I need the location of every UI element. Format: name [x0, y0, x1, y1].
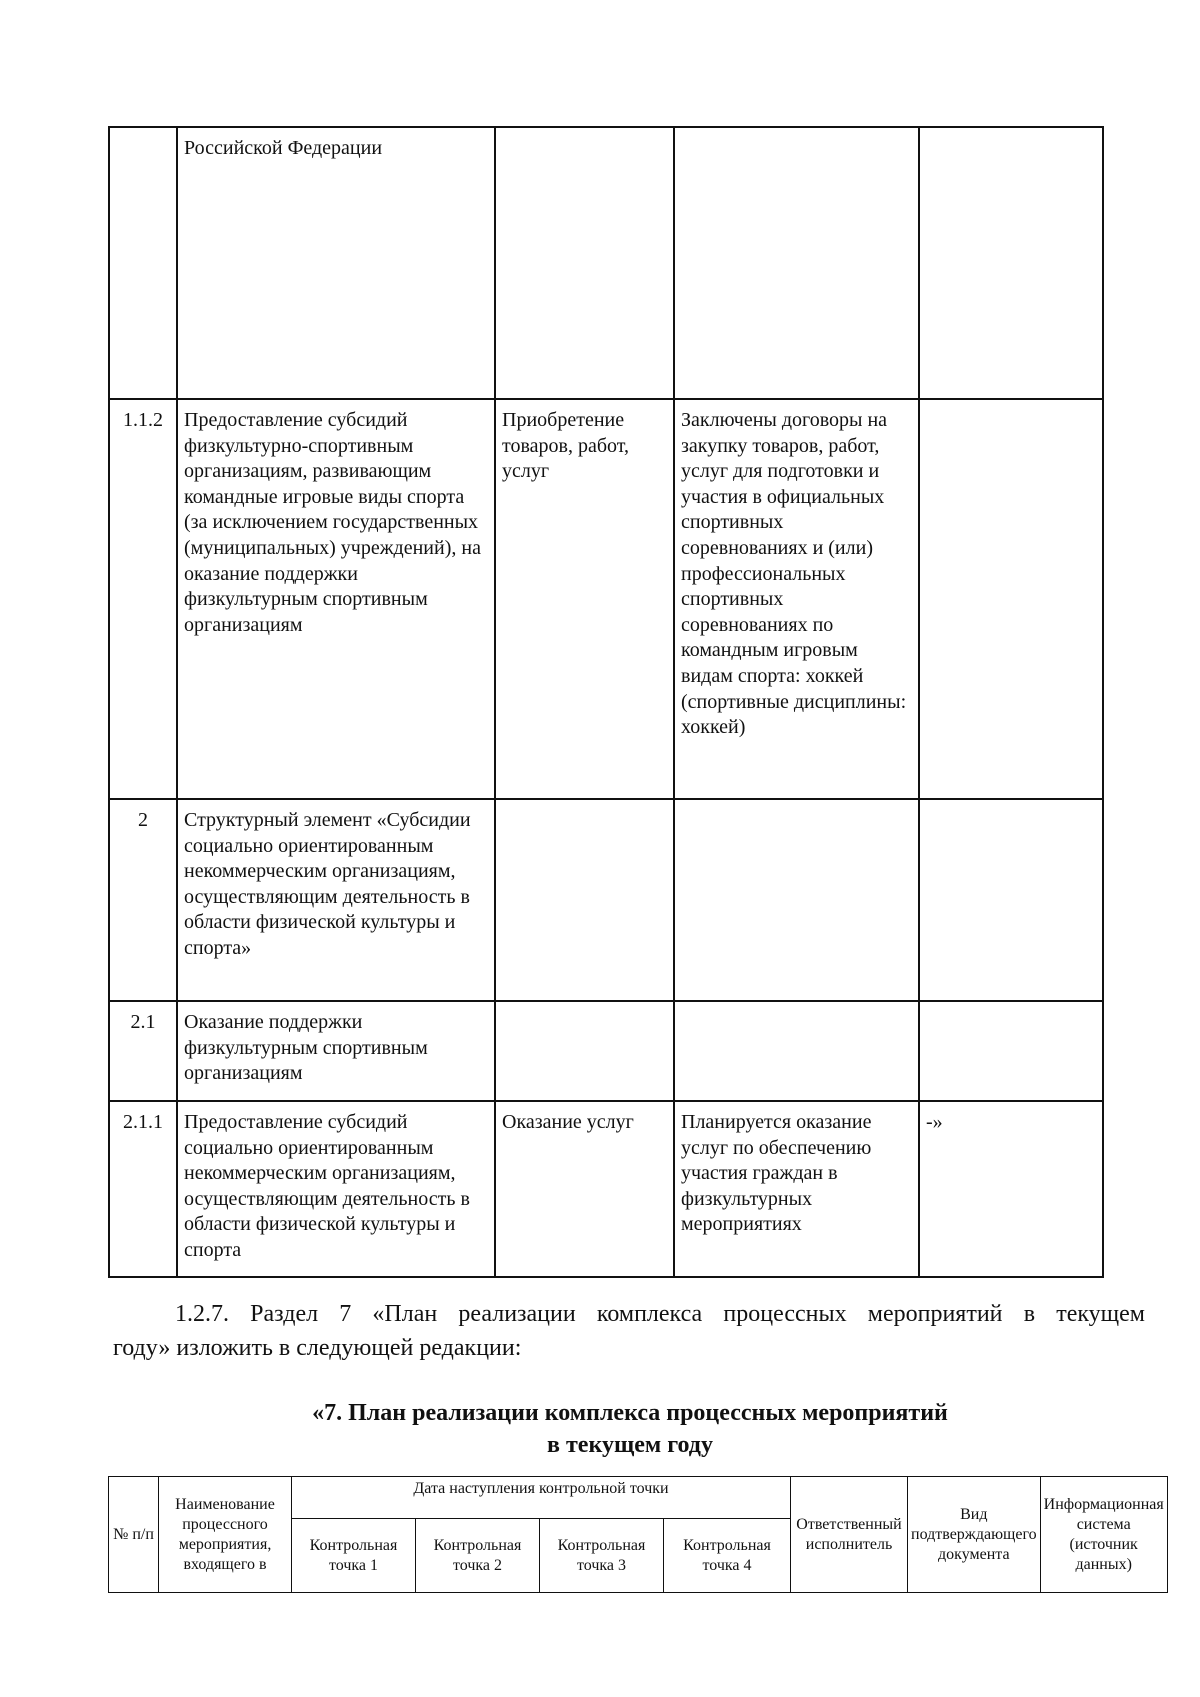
table-row [109, 127, 1103, 399]
header-date-group: Дата наступления контрольной точки [292, 1477, 791, 1519]
paragraph-line-1: 1.2.7. Раздел 7 «План реализации комплекса процессных мероприятий в текущем [175, 1301, 1145, 1327]
activity-type: Приобретение товаров, работ, услуг [495, 399, 674, 799]
row-number: 2.1.1 [109, 1101, 177, 1277]
header-checkpoint-2: Контрольная точка 2 [416, 1519, 540, 1593]
header-responsible: Ответственный исполнитель [791, 1477, 908, 1593]
activity-result: Планируется оказание услуг по обеспечению участия граждан в физкультурных мероприятиях [674, 1101, 919, 1277]
activity-note [919, 399, 1103, 799]
header-checkpoint-3: Контрольная точка 3 [540, 1519, 664, 1593]
header-checkpoint-4: Контрольная точка 4 [664, 1519, 791, 1593]
table-row [109, 399, 1103, 799]
activity-result [674, 799, 919, 1001]
activity-type: Оказание услуг [495, 1101, 674, 1277]
activity-type [495, 127, 674, 399]
header-system: Информационная система (источник данных) [1040, 1477, 1167, 1593]
activity-name: Предоставление субсидий социально ориентированным некоммерческим организациям, осуществляющим деятельность в области физической культуры и спорта [177, 1101, 495, 1277]
section-title-line-1: «7. План реализации комплекса процессных мероприятий [312, 1400, 948, 1426]
section-title-line-2: в текущем году [547, 1432, 713, 1458]
table-row [109, 1101, 1103, 1277]
plan-table [108, 1476, 1168, 1593]
header-checkpoint-1: Контрольная точка 1 [292, 1519, 416, 1593]
activity-note [919, 1001, 1103, 1101]
header-document: Вид подтверждающего документа [908, 1477, 1041, 1593]
activity-result [674, 1001, 919, 1101]
header-num: № п/п [109, 1477, 159, 1593]
amendment-paragraph [113, 1297, 1145, 1365]
activity-result: Заключены договоры на закупку товаров, работ, услуг для подготовки и участия в официальных спортивных соревнованиях и (или) профессиональных спортивных соревнованиях по командным игровым видам спорта: хоккей (спортивные дисциплины: хоккей) [674, 399, 919, 799]
table-row [109, 1001, 1103, 1101]
row-number: 2 [109, 799, 177, 1001]
activity-name: Российской Федерации [177, 127, 495, 399]
activity-type [495, 799, 674, 1001]
activity-name: Оказание поддержки физкультурным спортивным организациям [177, 1001, 495, 1101]
activity-note [919, 127, 1103, 399]
activity-type [495, 1001, 674, 1101]
activity-name: Структурный элемент «Субсидии социально ориентированным некоммерческим организациям, осуществляющим деятельность в области физической культуры и спорта» [177, 799, 495, 1001]
table-row [109, 799, 1103, 1001]
row-number [109, 127, 177, 399]
activity-note: -» [919, 1101, 1103, 1277]
row-number: 2.1 [109, 1001, 177, 1101]
header-row [109, 1477, 1168, 1519]
section-title [130, 1397, 1130, 1461]
activity-name: Предоставление субсидий физкультурно-спортивным организациям, развивающим командные игровые виды спорта (за исключением государственных (муниципальных) учреждений), на оказание поддержки физкультурным спортивным организациям [177, 399, 495, 799]
paragraph-line-2: году» изложить в следующей редакции: [113, 1335, 522, 1361]
activity-result [674, 127, 919, 399]
activities-table [108, 126, 1104, 1278]
activity-note [919, 799, 1103, 1001]
header-name: Наименование процессного мероприятия, входящего в [159, 1477, 292, 1593]
row-number: 1.1.2 [109, 399, 177, 799]
